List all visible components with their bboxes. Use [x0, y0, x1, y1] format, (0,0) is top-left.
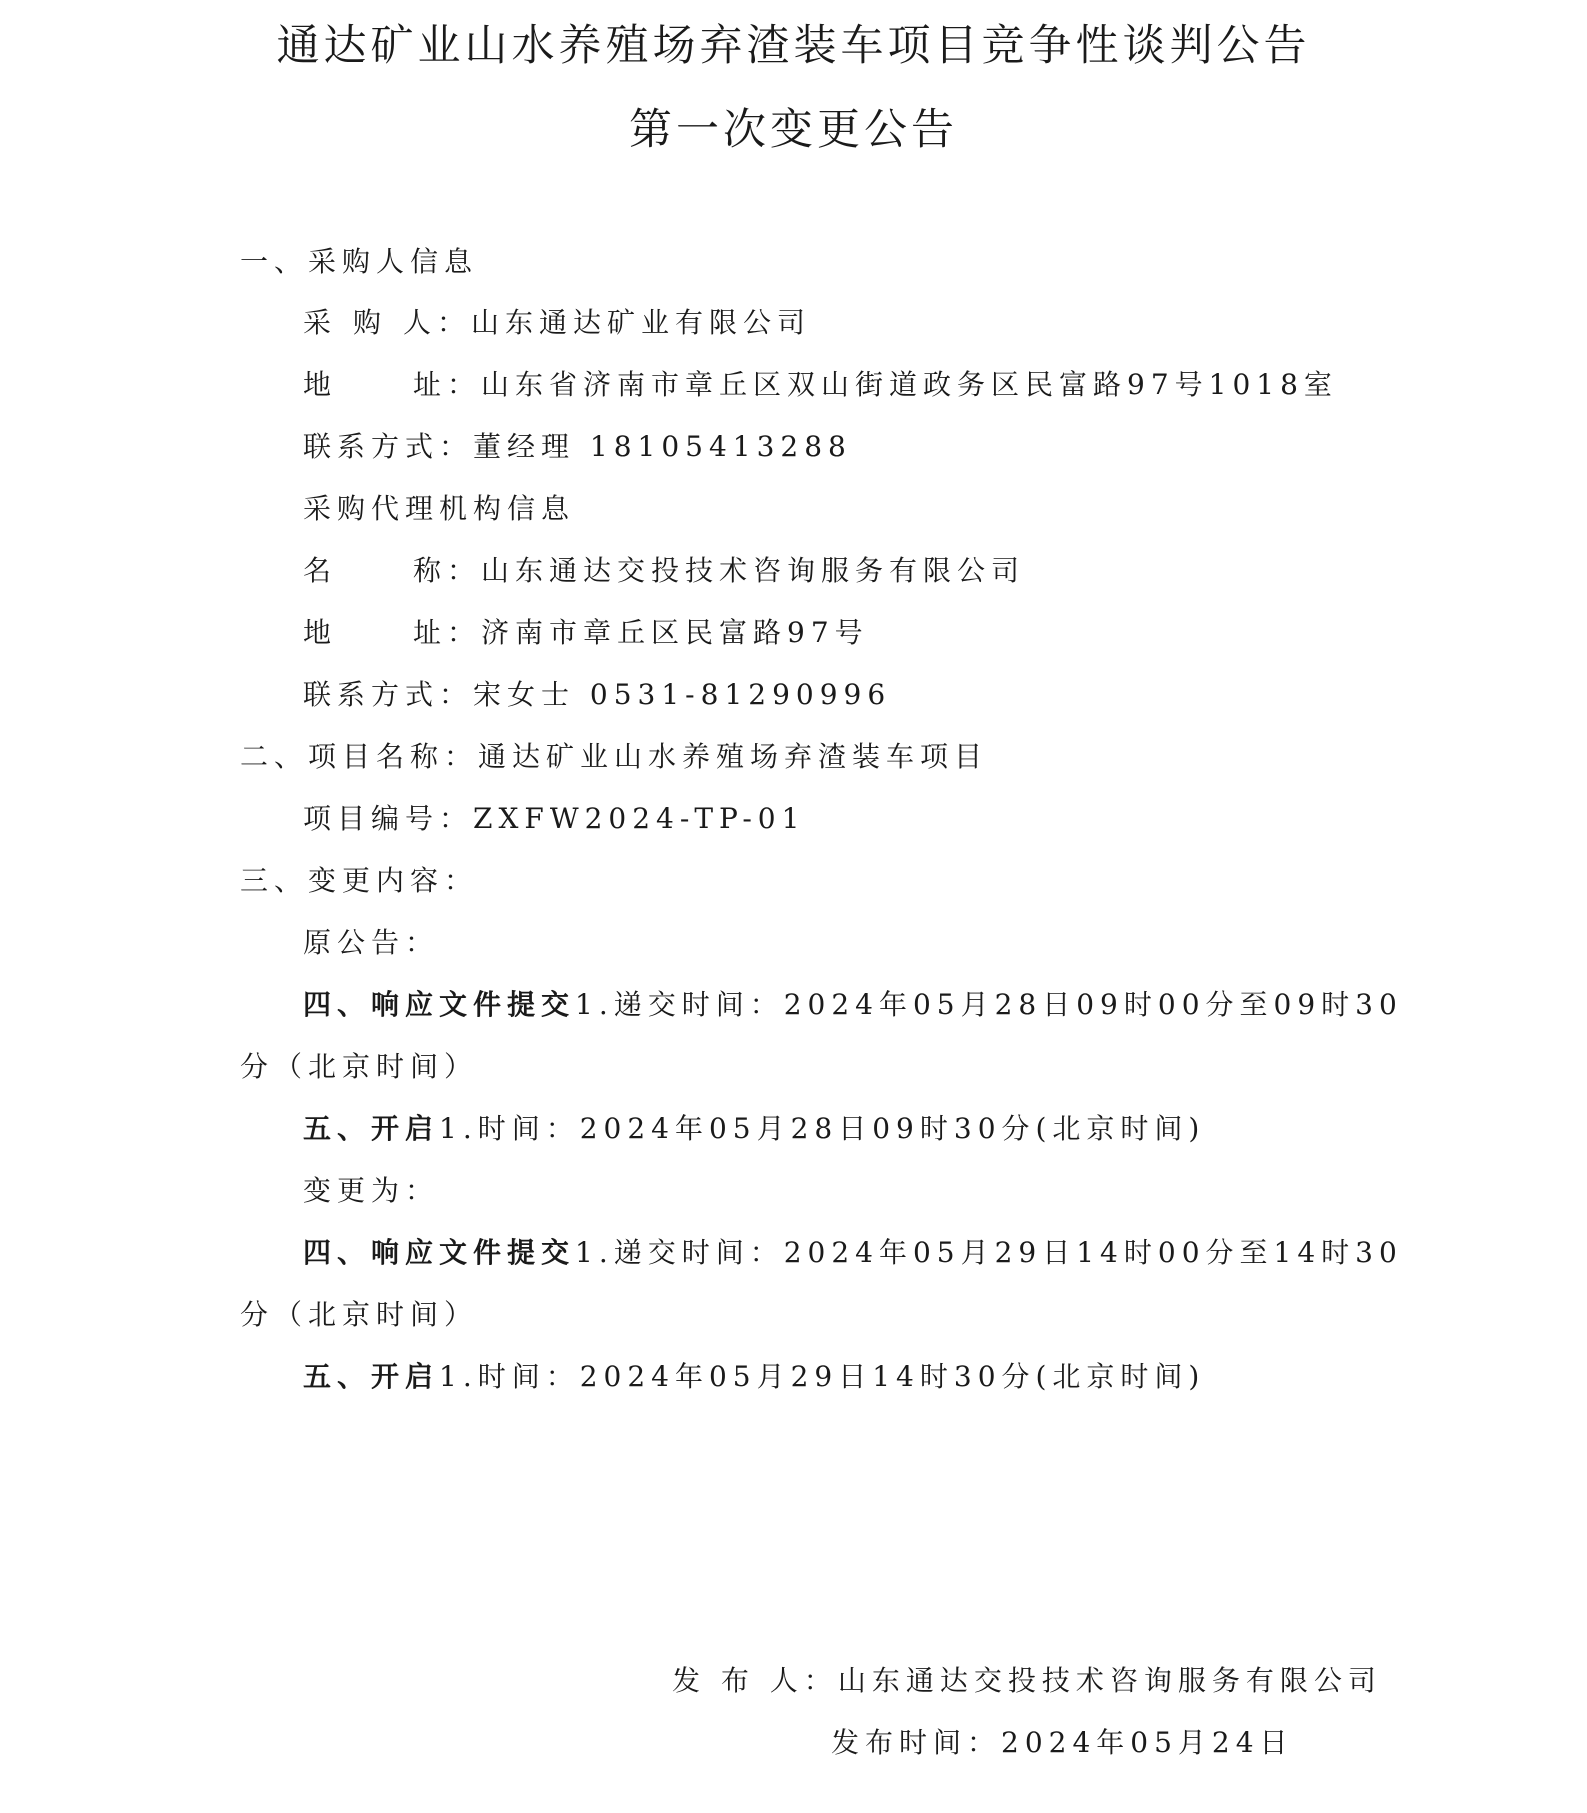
agency-name-label-b: 称：: [413, 554, 482, 587]
document-title: 通达矿业山水养殖场弃渣装车项目竞争性谈判公告: [276, 21, 1311, 71]
agency-address-row: [303, 613, 869, 653]
original-label: 原公告：: [303, 926, 440, 959]
purchaser-value: 山东通达矿业有限公司: [471, 306, 812, 339]
new-open-row: [303, 1357, 1205, 1397]
new-open-heading: 五、开启: [303, 1360, 440, 1393]
section-3-heading: 三、变更内容：: [240, 864, 479, 897]
publisher-row: [672, 1661, 1382, 1701]
new-submit-text: 1.递交时间：2024年05月29日14时00分至14时30: [575, 1236, 1403, 1269]
publisher-label: 发 布 人：: [672, 1664, 838, 1697]
contact-row: [303, 427, 852, 467]
publisher-value: 山东通达交投技术咨询服务有限公司: [837, 1664, 1382, 1697]
address-label-a: 地: [303, 368, 338, 401]
agency-address-label-b: 址：: [413, 616, 482, 649]
agency-address-label-a: 地: [303, 616, 338, 649]
publish-date-label: 发布时间：: [831, 1726, 1002, 1759]
orig-submit-row: [303, 985, 1403, 1025]
section-1-heading: 一、采购人信息: [240, 245, 479, 278]
address-label-b: 址：: [413, 368, 482, 401]
contact-value: 董经理 18105413288: [473, 430, 852, 463]
new-submit-heading: 四、响应文件提交: [303, 1236, 576, 1269]
orig-submit-heading: 四、响应文件提交: [303, 988, 576, 1021]
agency-heading: 采购代理机构信息: [303, 492, 576, 525]
project-no-row: [303, 799, 805, 839]
section-2-heading: 二、项目名称：: [240, 740, 479, 773]
agency-name-row: [303, 551, 1025, 591]
new-submit-cont: 分（北京时间）: [240, 1298, 479, 1331]
publish-date-value: 2024年05月24日: [1001, 1726, 1294, 1759]
address-value: 山东省济南市章丘区双山街道政务区民富路97号1018室: [481, 368, 1338, 401]
agency-name-label-a: 名: [303, 554, 338, 587]
purchaser-label-b: 购: [353, 306, 388, 339]
orig-submit-cont: 分（北京时间）: [240, 1050, 479, 1083]
purchaser-label-c: 人：: [403, 306, 472, 339]
agency-name-value: 山东通达交投技术咨询服务有限公司: [481, 554, 1026, 587]
orig-submit-text: 1.递交时间：2024年05月28日09时00分至09时30: [575, 988, 1403, 1021]
project-no: ZXFW2024-TP-01: [473, 802, 806, 835]
new-submit-row: [303, 1233, 1403, 1273]
publish-date-row: [831, 1723, 1294, 1763]
section-2-row: [240, 737, 988, 777]
new-open-text: 1.时间：2024年05月29日14时30分(北京时间): [439, 1360, 1206, 1393]
orig-open-text: 1.时间：2024年05月28日09时30分(北京时间): [439, 1112, 1206, 1145]
agency-contact-value: 宋女士 0531-81290996: [473, 678, 892, 711]
orig-open-heading: 五、开启: [303, 1112, 440, 1145]
agency-contact-row: [303, 675, 891, 715]
purchaser-label-a: 采: [303, 306, 338, 339]
document-subtitle: 第一次变更公告: [629, 105, 958, 155]
agency-address-value: 济南市章丘区民富路97号: [481, 616, 869, 649]
project-name: 通达矿业山水养殖场弃渣装车项目: [478, 740, 989, 773]
purchaser-row: [303, 303, 811, 343]
orig-open-row: [303, 1109, 1205, 1149]
contact-label: 联系方式：: [303, 430, 474, 463]
changed-label: 变更为：: [303, 1174, 440, 1207]
agency-contact-label: 联系方式：: [303, 678, 474, 711]
address-row: [303, 365, 1338, 405]
project-no-label: 项目编号：: [303, 802, 474, 835]
